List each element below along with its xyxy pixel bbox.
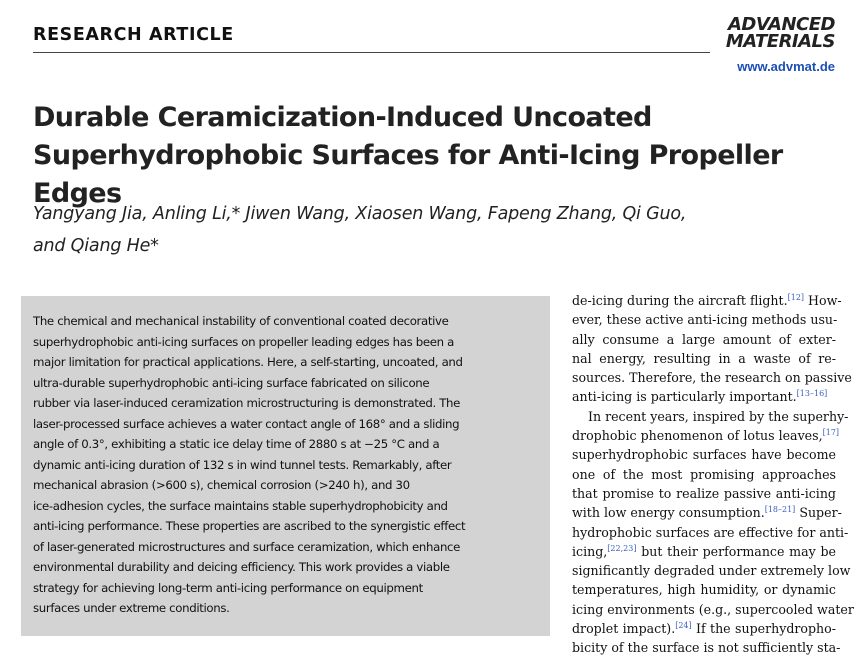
body-line-text: de-icing during the aircraft flight. bbox=[572, 293, 788, 308]
body-line bbox=[572, 638, 841, 657]
body-line-text: significantly degraded under extremely low bbox=[572, 563, 851, 579]
body-line bbox=[572, 330, 836, 349]
body-line bbox=[572, 484, 836, 503]
citation-link[interactable]: [24] bbox=[675, 620, 692, 630]
abstract-line: ice-adhesion cycles, the surface maintains stable superhydrophobicity and bbox=[33, 498, 448, 513]
abstract-line: major limitation for practical applications. Here, a self-starting, uncoated, and bbox=[33, 355, 463, 369]
body-line-text: superhydrophobic surfaces have become bbox=[572, 447, 836, 463]
body-line-text: bicity of the surface is not sufficiently sta- bbox=[572, 640, 841, 656]
body-line-text: anti-icing is particularly important. bbox=[572, 389, 797, 405]
body-line bbox=[572, 561, 851, 580]
body-line-text: but their performance may be bbox=[636, 543, 836, 559]
body-line-text: icing environments (e.g., supercooled water bbox=[572, 601, 854, 617]
journal-logo-line1: ADVANCED bbox=[727, 14, 835, 35]
body-line-text: How- bbox=[804, 293, 842, 308]
author-list-line1: Yangyang Jia, Anling Li,* Jiwen Wang, Xiaosen Wang, Fapeng Zhang, Qi Guo, bbox=[33, 204, 687, 224]
body-line-text: drophobic phenomenon of lotus leaves, bbox=[572, 428, 823, 444]
body-line-text: with low energy consumption. bbox=[572, 505, 765, 521]
citation-link[interactable]: [13–16] bbox=[796, 389, 828, 399]
header-divider bbox=[33, 52, 710, 53]
body-text-column bbox=[572, 291, 854, 656]
body-line-text: temperatures, high humidity, or dynamic bbox=[572, 582, 836, 598]
body-line-text: In recent years, inspired by the superhy- bbox=[588, 408, 849, 424]
section-label: RESEARCH ARTICLE bbox=[33, 25, 234, 45]
citation-link[interactable]: [22,23] bbox=[607, 543, 637, 553]
abstract-line: of laser-generated microstructures and surface ceramization, which enhance bbox=[33, 539, 461, 554]
body-line bbox=[572, 349, 836, 368]
journal-url-link[interactable]: www.advmat.de bbox=[737, 59, 835, 74]
citation-link[interactable]: [12] bbox=[787, 292, 805, 302]
abstract-line: surfaces under extreme conditions. bbox=[33, 601, 230, 615]
author-list bbox=[33, 198, 813, 262]
body-line-text: ever, these active anti-icing methods usu- bbox=[572, 312, 838, 328]
abstract-line: angle of 0.3°, exhibiting a static ice delay time of 2880 s at −25 °C and a bbox=[33, 437, 440, 451]
abstract-line: anti-icing performance. These properties are ascribed to the synergistic effect bbox=[33, 519, 466, 533]
journal-logo-line2: MATERIALS bbox=[725, 31, 835, 52]
body-line bbox=[572, 600, 854, 619]
abstract-line: environmental durability and deicing efficiency. This work provides a viable bbox=[33, 560, 450, 574]
abstract-line: strategy for achieving long-term anti-icing performance on equipment bbox=[33, 580, 423, 595]
body-line-text: hydrophobic surfaces are effective for anti- bbox=[572, 524, 849, 540]
body-line bbox=[572, 310, 836, 329]
body-line bbox=[572, 426, 840, 445]
body-line-text: sources. Therefore, the research on passive bbox=[572, 370, 852, 386]
citation-link[interactable]: [17] bbox=[822, 427, 840, 437]
author-list-line2: and Qiang He* bbox=[33, 236, 159, 256]
body-line bbox=[572, 619, 836, 638]
abstract-line: dynamic anti-icing duration of 132 s in wind tunnel tests. Remarkably, after bbox=[33, 457, 452, 472]
body-line-text: one of the most promising approaches bbox=[572, 466, 836, 482]
abstract-line: rubber via laser-induced ceramization microstructuring is demonstrated. The bbox=[33, 396, 461, 410]
body-line bbox=[572, 387, 836, 406]
article-title-line1: Durable Ceramicization-Induced Uncoated bbox=[33, 102, 652, 133]
body-line bbox=[572, 445, 836, 464]
body-line bbox=[572, 580, 836, 599]
abstract-line: superhydrophobic anti-icing surfaces on propeller leading edges has been a bbox=[33, 334, 454, 349]
body-line-text: that promise to realize passive anti-icing bbox=[572, 485, 836, 501]
body-line bbox=[572, 407, 849, 426]
article-title-line2: Superhydrophobic Surfaces for Anti-Icing Propeller Edges bbox=[33, 140, 783, 209]
body-line-text: Super- bbox=[795, 505, 842, 521]
abstract-text bbox=[33, 311, 543, 619]
journal-logo[interactable] bbox=[726, 16, 835, 50]
abstract-line: laser-processed surface achieves a water contact angle of 168° and a sliding bbox=[33, 416, 460, 431]
abstract-line: mechanical abrasion (>600 s), chemical corrosion (>240 h), and 30 bbox=[33, 478, 410, 492]
body-line bbox=[572, 503, 842, 522]
body-line bbox=[572, 523, 849, 542]
body-line bbox=[572, 291, 842, 310]
body-line-text: If the superhydropho- bbox=[691, 621, 837, 637]
abstract-line: ultra-durable superhydrophobic anti-icing surface fabricated on silicone bbox=[33, 375, 430, 390]
body-line bbox=[572, 368, 852, 387]
citation-link[interactable]: [18–21] bbox=[764, 505, 796, 515]
body-line bbox=[572, 465, 836, 484]
body-line-text: droplet impact). bbox=[572, 621, 676, 637]
body-line bbox=[572, 542, 836, 561]
body-line-text: icing, bbox=[572, 543, 608, 559]
body-line-text: ally consume a large amount of exter- bbox=[572, 331, 836, 347]
abstract-line: The chemical and mechanical instability of conventional coated decorative bbox=[33, 314, 449, 328]
article-title bbox=[33, 99, 823, 213]
body-line-text: nal energy, resulting in a waste of re- bbox=[572, 350, 836, 366]
